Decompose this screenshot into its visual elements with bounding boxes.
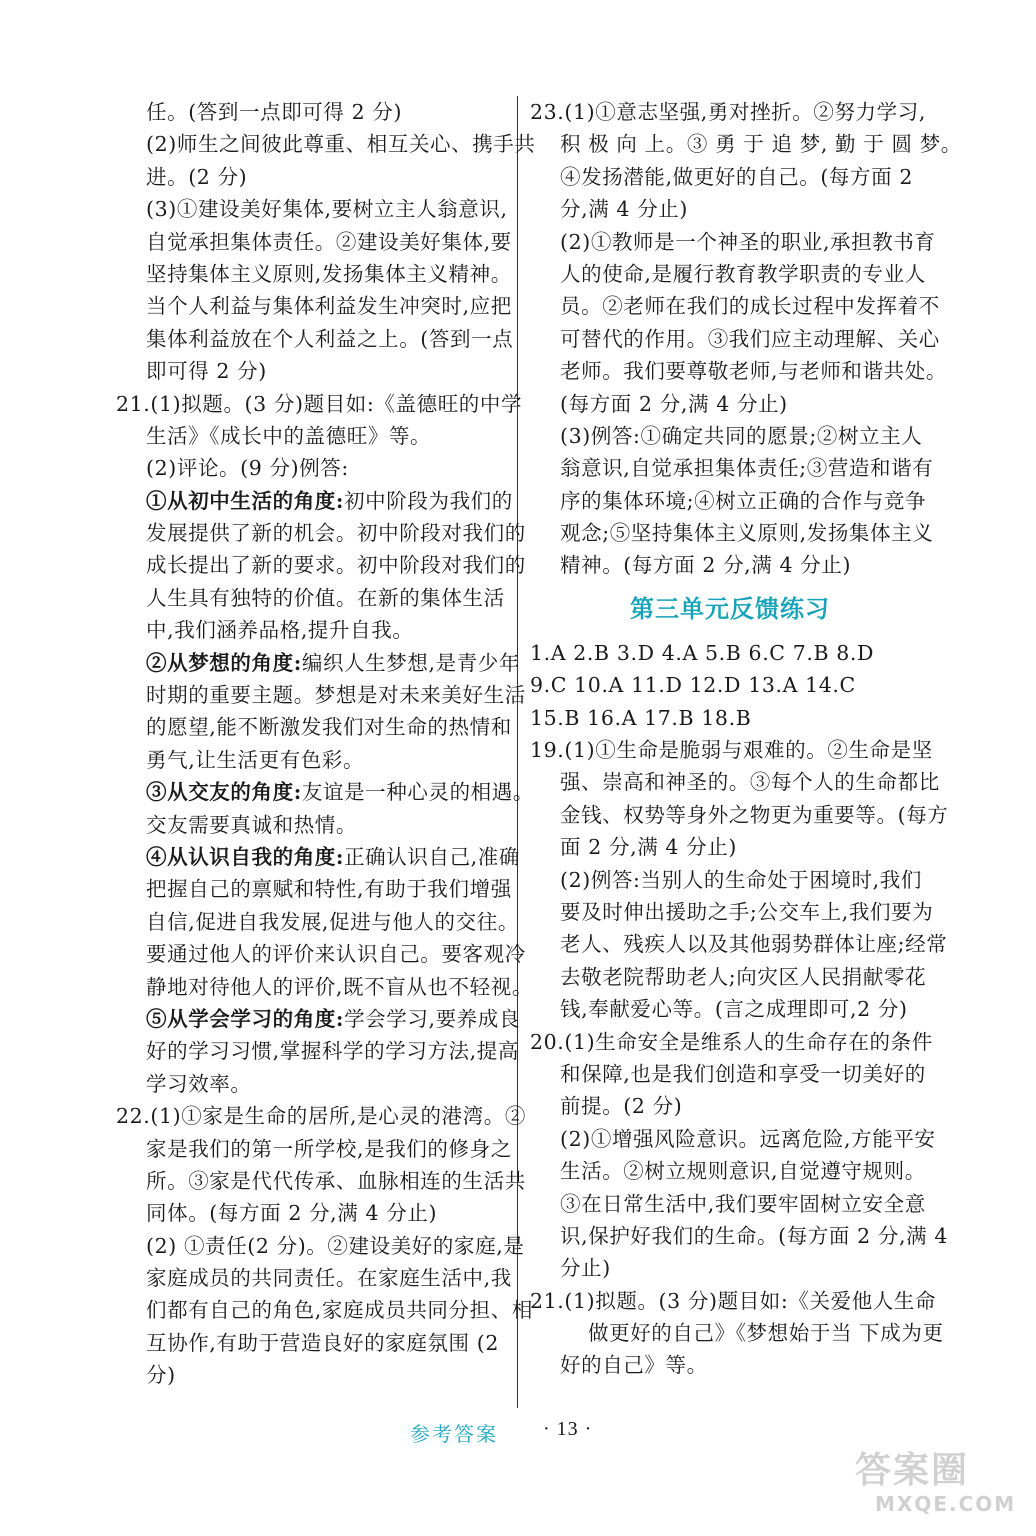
text-line <box>116 1035 519 1067</box>
text-line <box>530 290 940 322</box>
text-line <box>530 1252 930 1284</box>
text-line <box>116 1100 526 1132</box>
line-text: 勇气,让生活更有色彩。 <box>146 747 365 772</box>
text-line <box>116 1294 533 1326</box>
text-line <box>116 647 520 679</box>
text-line <box>116 258 512 290</box>
text-line <box>116 549 526 581</box>
text-line <box>530 226 936 258</box>
line-text: 发展提供了新的机会。初中阶段对我们的 <box>146 521 526 546</box>
line-text: (3)例答:①确定共同的愿景;②树立主人 <box>560 423 923 448</box>
text-line <box>530 637 930 669</box>
line-text: 15.B 16.A 17.B 18.B <box>530 705 752 730</box>
line-text: 23.(1)①意志坚强,勇对挫折。②努力学习, <box>530 100 926 124</box>
text-line <box>116 290 512 322</box>
line-text: (2) ①责任(2 分)。②建设美好的家庭,是 <box>146 1233 525 1258</box>
watermark-text: 答案圈 <box>855 1450 970 1491</box>
line-text: 序的集体环境;④树立正确的合作与竞争 <box>560 488 927 513</box>
bold-lead: ④从认识自我的角度: <box>146 844 345 869</box>
line-text: (2)师生之间彼此尊重、相互关心、携手共 <box>146 132 536 157</box>
text-line <box>116 1197 506 1229</box>
line-text: 学会学习,要养成良 <box>344 1006 520 1031</box>
bold-lead: ⑤从学会学习的角度: <box>146 1006 345 1031</box>
line-text: 金钱、权势等身外之物更为重要等。(每方 <box>560 802 949 827</box>
text-line <box>530 799 949 831</box>
line-text: 可替代的作用。③我们应主动理解、关心 <box>560 326 940 351</box>
text-line <box>530 96 930 128</box>
text-line <box>530 128 962 160</box>
line-text: 前提。(2 分) <box>560 1094 683 1119</box>
text-line <box>116 744 506 776</box>
line-text: (2)①教师是一个神圣的职业,承担教书育 <box>560 229 936 254</box>
line-text: 21.(1)拟题。(3 分)题目如:《关爱他人生命 <box>530 1288 937 1313</box>
text-line <box>116 96 506 128</box>
watermark-logo <box>855 1450 1025 1530</box>
line-text: 要及时伸出援助之手;公交车上,我们要为 <box>560 899 934 924</box>
text-line <box>116 776 534 808</box>
text-line <box>530 452 934 484</box>
line-text: 积 极 向 上。③ 勇 于 追 梦, 勤 于 圆 梦。 <box>560 132 962 157</box>
line-text: 生活》《成长中的盖德旺》等。 <box>146 423 432 448</box>
line-text: 交友需要真诚和热情。 <box>146 812 357 837</box>
text-line <box>530 549 930 581</box>
text-line <box>530 1058 930 1090</box>
column-divider <box>517 96 518 1408</box>
line-text: 分,满 4 分止) <box>560 197 688 222</box>
text-line <box>530 517 934 549</box>
footer-title: 参考答案 <box>410 1422 498 1446</box>
line-text: 人生具有独特的价值。在新的集体生活 <box>146 585 505 610</box>
line-text: 19.(1)①生命是脆弱与艰难的。②生命是坚 <box>530 738 933 763</box>
line-text: 正确认识自己,准确 <box>344 844 520 869</box>
text-line <box>530 1026 933 1058</box>
bold-lead: ③从交友的角度: <box>146 780 302 805</box>
line-text: 互协作,有助于营造良好的家庭氛围 (2 <box>146 1330 499 1355</box>
line-text: (2)评论。(9 分)例答: <box>146 456 349 481</box>
line-text: 即可得 2 分) <box>146 359 267 384</box>
line-text: 22.(1)①家是生命的居所,是心灵的港湾。② <box>116 1104 526 1129</box>
line-text: 静地对待他人的评价,既不盲从也不轻视。 <box>146 974 533 999</box>
line-text: 所。③家是代代传承、血脉相连的生活共 <box>146 1168 526 1193</box>
text-line <box>116 809 506 841</box>
text-line <box>116 388 523 420</box>
text-line <box>530 1317 944 1349</box>
line-text: 分) <box>146 1363 176 1388</box>
line-text: 20.(1)生命安全是维系人的生命存在的条件 <box>530 1029 933 1054</box>
line-text: 集体利益放在个人利益之上。(答到一点 <box>146 326 514 351</box>
line-text: ④发扬潜能,做更好的自己。(每方面 2 <box>560 164 913 189</box>
line-text: 当个人利益与集体利益发生冲突时,应把 <box>146 294 512 319</box>
line-text: (2)①增强风险意识。远离危险,方能平安 <box>560 1126 936 1151</box>
text-line <box>530 420 930 452</box>
line-text: 人的使命,是履行教育教学职责的专业人 <box>560 261 926 286</box>
line-text: (3)①建设美好集体,要树立主人翁意识, <box>146 197 508 222</box>
text-line <box>116 938 526 970</box>
text-line <box>116 971 533 1003</box>
bold-lead: ①从初中生活的角度: <box>146 488 345 513</box>
right-column <box>530 96 962 1382</box>
text-line <box>530 485 930 517</box>
line-text: 做更好的自己》《梦想始于当 下成为更 <box>588 1321 944 1346</box>
line-text: 进。(2 分) <box>146 164 248 189</box>
line-text: 老师。我们要尊敬老师,与老师和谐共处。 <box>560 359 947 384</box>
text-line <box>530 388 930 420</box>
text-line <box>116 323 514 355</box>
line-text: 9.C 10.A 11.D 12.D 13.A 14.C <box>530 673 856 698</box>
line-text: 自觉承担集体责任。②建设美好集体,要 <box>146 229 512 254</box>
text-line <box>116 1068 506 1100</box>
text-line <box>530 161 930 193</box>
line-text: 钱,奉献爱心等。(言之成理即可,2 分) <box>560 997 908 1022</box>
line-text: 观念;⑤坚持集体主义原则,发扬集体主义 <box>560 521 934 546</box>
text-line <box>530 355 947 387</box>
line-text: 们都有自己的角色,家庭成员共同分担、相 <box>146 1298 533 1323</box>
line-text: 翁意识,自觉承担集体责任;③营造和谐有 <box>560 456 934 481</box>
line-text: 家庭成员的共同责任。在家庭生活中,我 <box>146 1266 512 1291</box>
line-text: 21.(1)拟题。(3 分)题目如:《盖德旺的中学 <box>116 391 523 416</box>
line-text: 识,保护好我们的生命。(每方面 2 分,满 4 <box>560 1223 948 1248</box>
text-line <box>116 517 526 549</box>
text-line <box>530 896 934 928</box>
line-text: 老人、残疾人以及其他弱势群体让座;经常 <box>560 932 948 957</box>
text-line <box>116 355 506 387</box>
line-text: 把握自己的禀赋和特性,有助于我们增强 <box>146 877 512 902</box>
line-text: 编织人生梦想,是青少年 <box>301 650 520 675</box>
bold-lead: ②从梦想的角度: <box>146 650 302 675</box>
line-text: 坚持集体主义原则,发扬集体主义精神。 <box>146 261 512 286</box>
text-line <box>116 128 536 160</box>
text-line <box>116 1262 512 1294</box>
text-line <box>530 323 940 355</box>
line-text: 员。②老师在我们的成长过程中发挥着不 <box>560 294 940 319</box>
line-text: 1.A 2.B 3.D 4.A 5.B 6.C 7.B 8.D <box>530 640 875 665</box>
line-text: 学习效率。 <box>146 1071 252 1096</box>
line-text: ③在日常生活中,我们要牢固树立安全意 <box>560 1191 926 1216</box>
text-line <box>530 193 930 225</box>
line-text: 自信,促进自我发展,促进与他人的交往。 <box>146 909 519 934</box>
line-text: (每方面 2 分,满 4 分止) <box>560 391 788 416</box>
watermark-url: MXQE.COM <box>875 1492 1017 1516</box>
line-text: 时期的重要主题。梦想是对未来美好生活 <box>146 683 526 708</box>
text-line <box>116 679 526 711</box>
text-line <box>530 1285 937 1317</box>
line-text: 精神。(每方面 2 分,满 4 分止) <box>560 553 852 578</box>
text-line <box>530 258 930 290</box>
text-line <box>116 582 506 614</box>
line-text: 友谊是一种心灵的相遇。 <box>301 780 534 805</box>
text-line <box>530 702 930 734</box>
text-line <box>116 1133 512 1165</box>
text-line <box>530 1090 930 1122</box>
text-line <box>116 906 519 938</box>
line-text: 好的学习习惯,掌握科学的学习方法,提高 <box>146 1039 519 1064</box>
text-line <box>530 831 930 863</box>
line-text: 面 2 分,满 4 分止) <box>560 835 737 860</box>
text-line <box>116 841 520 873</box>
line-text: 中,我们涵养品格,提升自我。 <box>146 618 414 643</box>
text-line <box>116 1359 506 1391</box>
line-text: 去敬老院帮助老人;向灾区人民捐献零花 <box>560 964 927 989</box>
text-line <box>116 193 506 225</box>
line-text: 家是我们的第一所学校,是我们的修身之 <box>146 1136 512 1161</box>
text-line <box>116 1003 520 1035</box>
line-text: 成长提出了新的要求。初中阶段对我们的 <box>146 553 526 578</box>
text-line <box>530 993 930 1025</box>
line-text: 好的自己》等。 <box>560 1353 708 1378</box>
text-line <box>530 1188 930 1220</box>
text-line <box>116 1327 506 1359</box>
line-text: 的愿望,能不断激发我们对生命的热情和 <box>146 715 512 740</box>
line-text: 初中阶段为我们的 <box>344 488 513 513</box>
text-line <box>530 928 948 960</box>
text-line <box>530 864 930 896</box>
line-text: 同体。(每方面 2 分,满 4 分止) <box>146 1201 438 1226</box>
page-number: · 13 · <box>543 1418 593 1440</box>
text-line <box>530 766 940 798</box>
text-line <box>530 961 930 993</box>
text-line <box>116 1230 525 1262</box>
text-line <box>116 711 512 743</box>
text-line <box>116 485 513 517</box>
section-heading: 第三单元反馈练习 <box>630 594 830 623</box>
line-text: 分止) <box>560 1256 611 1281</box>
line-text: 要通过他人的评价来认识自己。要客观冷 <box>146 942 526 967</box>
text-line <box>116 161 506 193</box>
text-line <box>116 452 506 484</box>
text-line <box>116 420 506 452</box>
line-text: 强、崇高和神圣的。③每个人的生命都比 <box>560 770 940 795</box>
text-line <box>116 873 512 905</box>
text-line <box>116 226 512 258</box>
line-text: 生活。②树立规则意识,自觉遵守规则。 <box>560 1159 926 1184</box>
text-line <box>530 734 933 766</box>
text-line <box>116 614 506 646</box>
text-line <box>530 1123 936 1155</box>
line-text: 和保障,也是我们创造和享受一切美好的 <box>560 1061 926 1086</box>
text-line <box>530 1155 930 1187</box>
left-column <box>116 96 536 1392</box>
text-line <box>530 1220 948 1252</box>
text-line <box>530 1349 930 1381</box>
text-line <box>530 669 930 701</box>
text-line <box>116 1165 526 1197</box>
line-text: 任。(答到一点即可得 2 分) <box>146 100 403 124</box>
line-text: (2)例答:当别人的生命处于困境时,我们 <box>560 867 922 892</box>
